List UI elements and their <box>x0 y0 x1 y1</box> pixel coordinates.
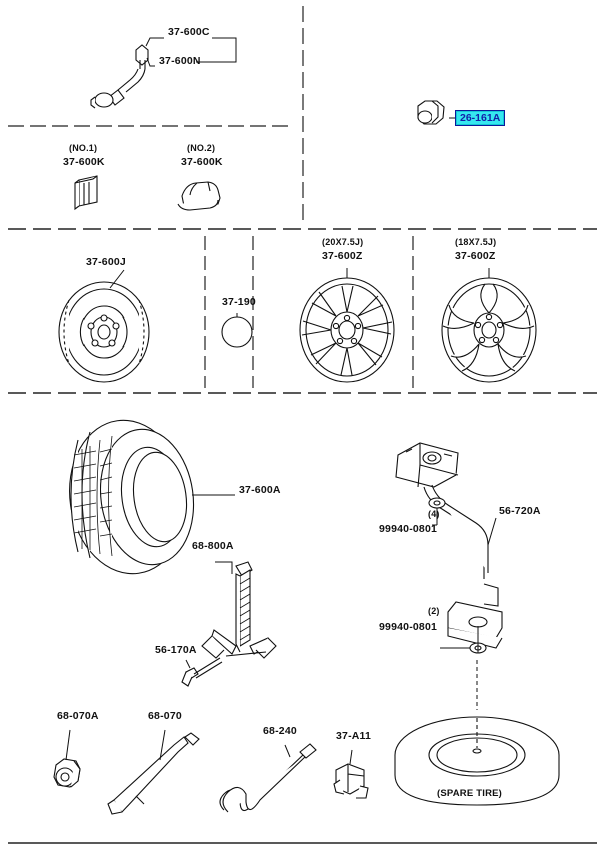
callout-37-600K-no1: 37-600K <box>63 156 105 168</box>
callout-68-240: 68-240 <box>263 725 297 737</box>
callout-68-070A: 68-070A <box>57 710 99 722</box>
callout-37-190: 37-190 <box>222 296 256 308</box>
callout-26-161A-highlighted[interactable]: 26-161A <box>455 110 505 126</box>
callout-37-600C: 37-600C <box>168 26 210 38</box>
callout-qty-2: (2) <box>428 606 440 616</box>
callout-37-600A: 37-600A <box>239 484 281 496</box>
callout-size-18x75j: (18X7.5J) <box>455 237 497 247</box>
callout-37-600K-no2: 37-600K <box>181 156 223 168</box>
callout-37-600J: 37-600J <box>86 256 126 268</box>
callout-56-170A: 56-170A <box>155 644 197 656</box>
callout-size-20x75j: (20X7.5J) <box>322 237 364 247</box>
callout-no2: (NO.2) <box>187 143 216 153</box>
callout-99940-0801-upper: 99940-0801 <box>379 523 438 535</box>
callout-68-070: 68-070 <box>148 710 182 722</box>
callout-37-A11: 37-A11 <box>336 730 372 742</box>
callout-99940-0801-lower: 99940-0801 <box>379 621 438 633</box>
callout-68-800A: 68-800A <box>192 540 234 552</box>
callout-qty-4: (4) <box>428 509 440 519</box>
callout-37-600Z-18: 37-600Z <box>455 250 496 262</box>
callout-37-600N: 37-600N <box>159 55 201 67</box>
callout-56-720A: 56-720A <box>499 505 541 517</box>
callout-37-600Z-20: 37-600Z <box>322 250 363 262</box>
callout-spare-tire: (SPARE TIRE) <box>437 788 503 799</box>
callout-no1: (NO.1) <box>69 143 98 153</box>
